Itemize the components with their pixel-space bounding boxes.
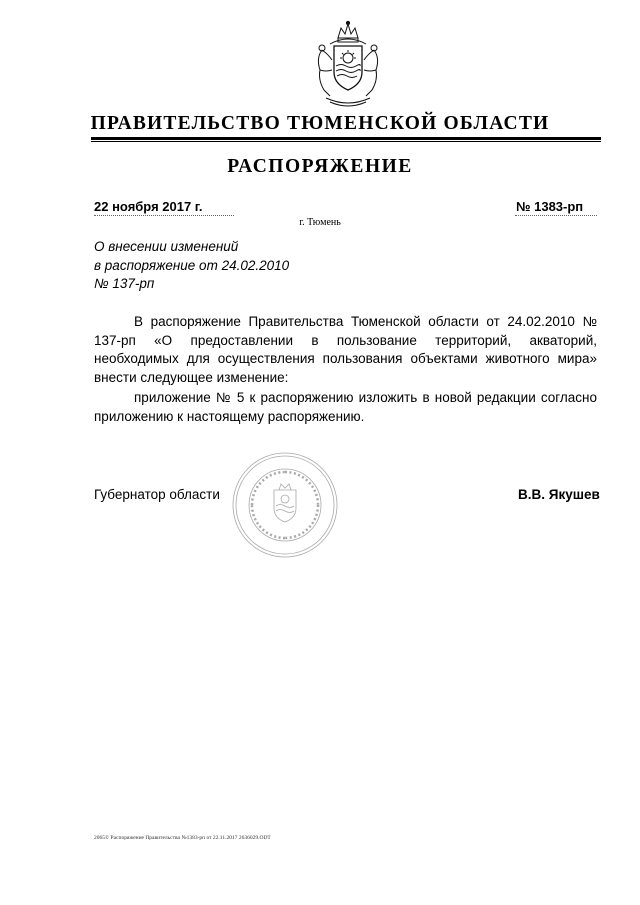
document-city: г. Тюмень xyxy=(299,217,341,228)
header-rule-thin xyxy=(91,141,601,142)
document-type: РАСПОРЯЖЕНИЕ xyxy=(227,156,413,177)
official-seal-icon xyxy=(230,450,340,560)
number-underline xyxy=(515,215,597,216)
subject-line: О внесении изменений xyxy=(94,239,239,254)
subject-line: № 137-рп xyxy=(94,276,155,291)
body-paragraph: приложение № 5 к распоряжению изложить в новой редакции согласно приложению к настоящему распоряжению. xyxy=(94,390,597,424)
document-subject xyxy=(94,238,289,294)
header-rule xyxy=(91,137,601,140)
footer-reference: 2065© Распоряжение Правительства №1383-рп от 22.11.2017 2636029.ODT xyxy=(94,835,271,841)
coat-of-arms-icon xyxy=(308,20,388,112)
signatory-name: В.В. Якушев xyxy=(518,487,600,502)
document-body xyxy=(94,313,597,426)
organization-title: ПРАВИТЕЛЬСТВО ТЮМЕНСКОЙ ОБЛАСТИ xyxy=(90,113,550,134)
document-number: № 1383-рп xyxy=(516,199,584,214)
subject-line: в распоряжение от 24.02.2010 xyxy=(94,257,290,273)
document-date: 22 ноября 2017 г. xyxy=(94,199,203,214)
date-underline xyxy=(94,215,234,216)
body-paragraph: В распоряжение Правительства Тюменской области от 24.02.2010 № 137-рп «О предоставлении в пользование территорий, акваторий, необходимых для осуществления пользования объектами животного мира» внести следующее изменение: xyxy=(94,314,597,385)
signatory-title: Губернатор области xyxy=(94,487,220,502)
